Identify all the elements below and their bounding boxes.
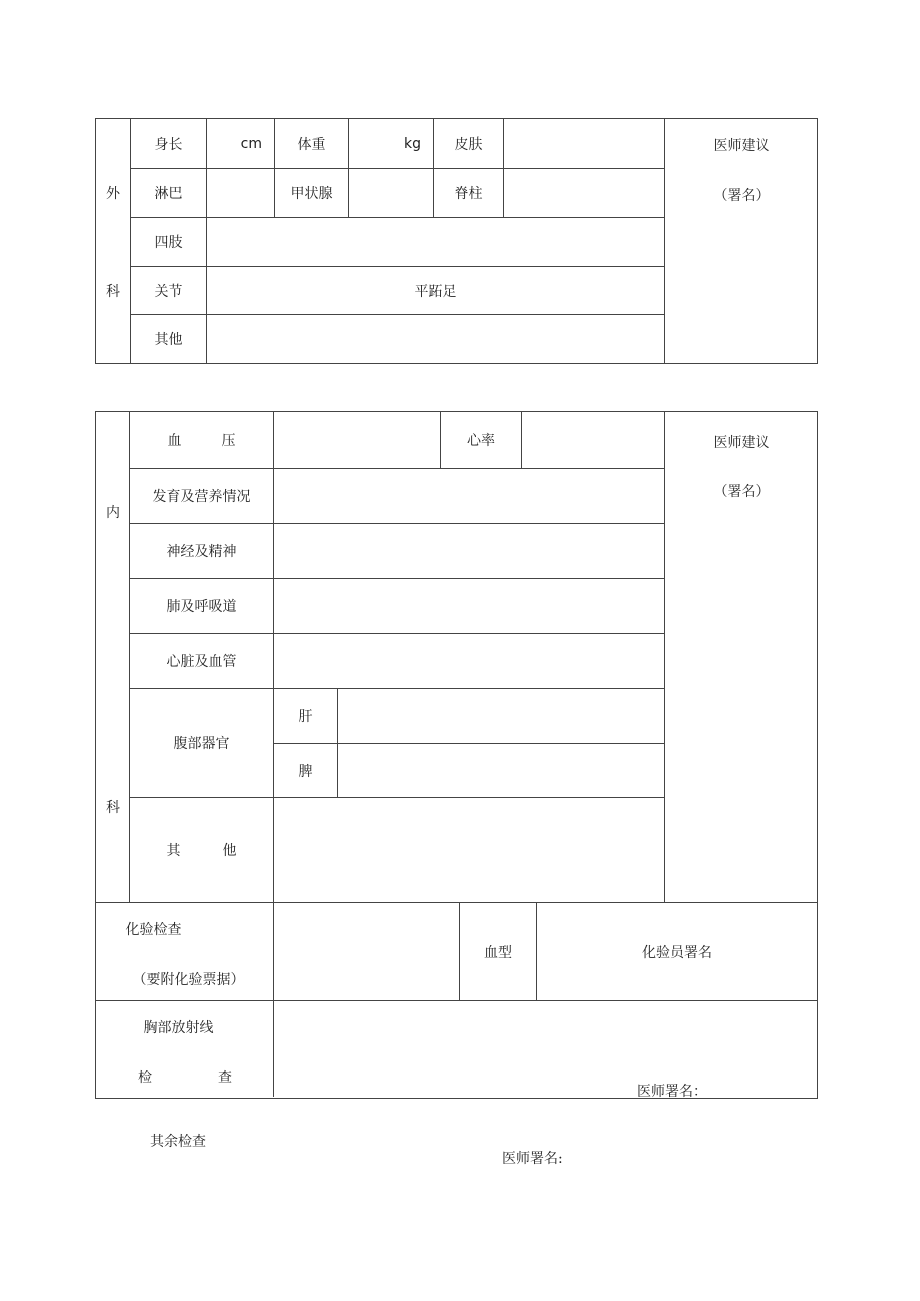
surgery-other-label: 其他 bbox=[130, 314, 206, 363]
surgery-advice-cell[interactable] bbox=[664, 119, 817, 363]
lab-signature-label: 化验员署名 bbox=[642, 944, 712, 961]
xray-check-label bbox=[138, 1067, 232, 1087]
spleen-field[interactable] bbox=[337, 743, 664, 797]
lab-result-field[interactable] bbox=[273, 902, 459, 1000]
skin-field[interactable] bbox=[503, 119, 664, 168]
internal-side-label-bottom: 科 bbox=[106, 800, 120, 816]
lymph-label: 淋巴 bbox=[130, 168, 206, 217]
surgery-advice-label: 医师建议 bbox=[713, 138, 770, 154]
xray-result-field[interactable] bbox=[273, 1000, 817, 1100]
remaining-signature-label: 医师署名: bbox=[502, 1151, 563, 1167]
lung-field[interactable] bbox=[273, 578, 664, 633]
lab-signature-cell[interactable] bbox=[536, 902, 817, 1000]
internal-signature-label: （署名） bbox=[713, 484, 770, 500]
internal-advice-cell[interactable] bbox=[664, 412, 817, 902]
internal-other-left: 其 bbox=[166, 843, 181, 859]
xray-signature-label: 医师署名： bbox=[637, 1084, 707, 1100]
heart-label: 心脏及血管 bbox=[129, 633, 273, 688]
liver-field[interactable] bbox=[337, 688, 664, 743]
internal-advice-label: 医师建议 bbox=[713, 435, 770, 451]
abdomen-label: 腹部器官 bbox=[129, 688, 273, 797]
neuro-label: 神经及精神 bbox=[129, 523, 273, 578]
heart-field[interactable] bbox=[273, 633, 664, 688]
lab-title: 化验检查 bbox=[125, 922, 182, 938]
weight-field[interactable] bbox=[348, 119, 433, 168]
bp-label-right: 压 bbox=[221, 433, 236, 449]
spine-field[interactable] bbox=[503, 168, 664, 217]
internal-other-right: 他 bbox=[222, 843, 237, 859]
surgery-side-label-top: 外 bbox=[106, 186, 120, 202]
surgery-side-label-bottom: 科 bbox=[106, 284, 120, 300]
height-unit: cm bbox=[240, 135, 262, 152]
surgery-signature-label: （署名） bbox=[713, 188, 770, 204]
neuro-field[interactable] bbox=[273, 523, 664, 578]
heart-rate-label: 心率 bbox=[440, 412, 521, 468]
blood-type-label: 血型 bbox=[459, 902, 536, 1000]
surgery-table bbox=[95, 118, 818, 364]
limbs-label: 四肢 bbox=[130, 217, 206, 266]
spine-label: 脊柱 bbox=[433, 168, 503, 217]
lymph-field[interactable] bbox=[206, 168, 274, 217]
heart-rate-field[interactable] bbox=[521, 412, 664, 468]
internal-other-label bbox=[129, 797, 273, 902]
xray-check-left: 检 bbox=[138, 1070, 152, 1086]
lung-label: 肺及呼吸道 bbox=[129, 578, 273, 633]
height-label: 身长 bbox=[130, 119, 206, 168]
remaining-title: 其余检查 bbox=[150, 1134, 206, 1150]
weight-label: 体重 bbox=[274, 119, 348, 168]
surgery-other-field[interactable] bbox=[206, 314, 664, 363]
skin-label: 皮肤 bbox=[433, 119, 503, 168]
limbs-field[interactable] bbox=[206, 217, 664, 266]
development-field[interactable] bbox=[273, 468, 664, 523]
height-field[interactable] bbox=[206, 119, 274, 168]
thyroid-field[interactable] bbox=[348, 168, 433, 217]
lab-title-cell bbox=[96, 902, 273, 1000]
thyroid-label: 甲状腺 bbox=[274, 168, 348, 217]
development-label: 发育及营养情况 bbox=[129, 468, 273, 523]
bp-label-left: 血 bbox=[167, 433, 182, 449]
flatfoot-label: 平跖足 bbox=[414, 283, 457, 300]
liver-label: 肝 bbox=[273, 688, 337, 743]
lab-note: （要附化验票据） bbox=[132, 972, 245, 988]
weight-unit: kg bbox=[404, 135, 421, 152]
xray-title-cell bbox=[96, 1000, 273, 1097]
lab-xray-table bbox=[95, 902, 818, 1099]
bp-field[interactable] bbox=[273, 412, 440, 468]
internal-other-field[interactable] bbox=[273, 797, 664, 902]
bp-label bbox=[129, 412, 273, 468]
internal-side-label-top: 内 bbox=[106, 505, 120, 521]
spleen-label: 脾 bbox=[273, 743, 337, 797]
xray-title: 胸部放射线 bbox=[143, 1020, 214, 1036]
joints-label: 关节 bbox=[130, 266, 206, 314]
internal-table bbox=[95, 411, 818, 903]
xray-check-right: 查 bbox=[218, 1070, 232, 1086]
flatfoot-field[interactable] bbox=[206, 266, 664, 314]
